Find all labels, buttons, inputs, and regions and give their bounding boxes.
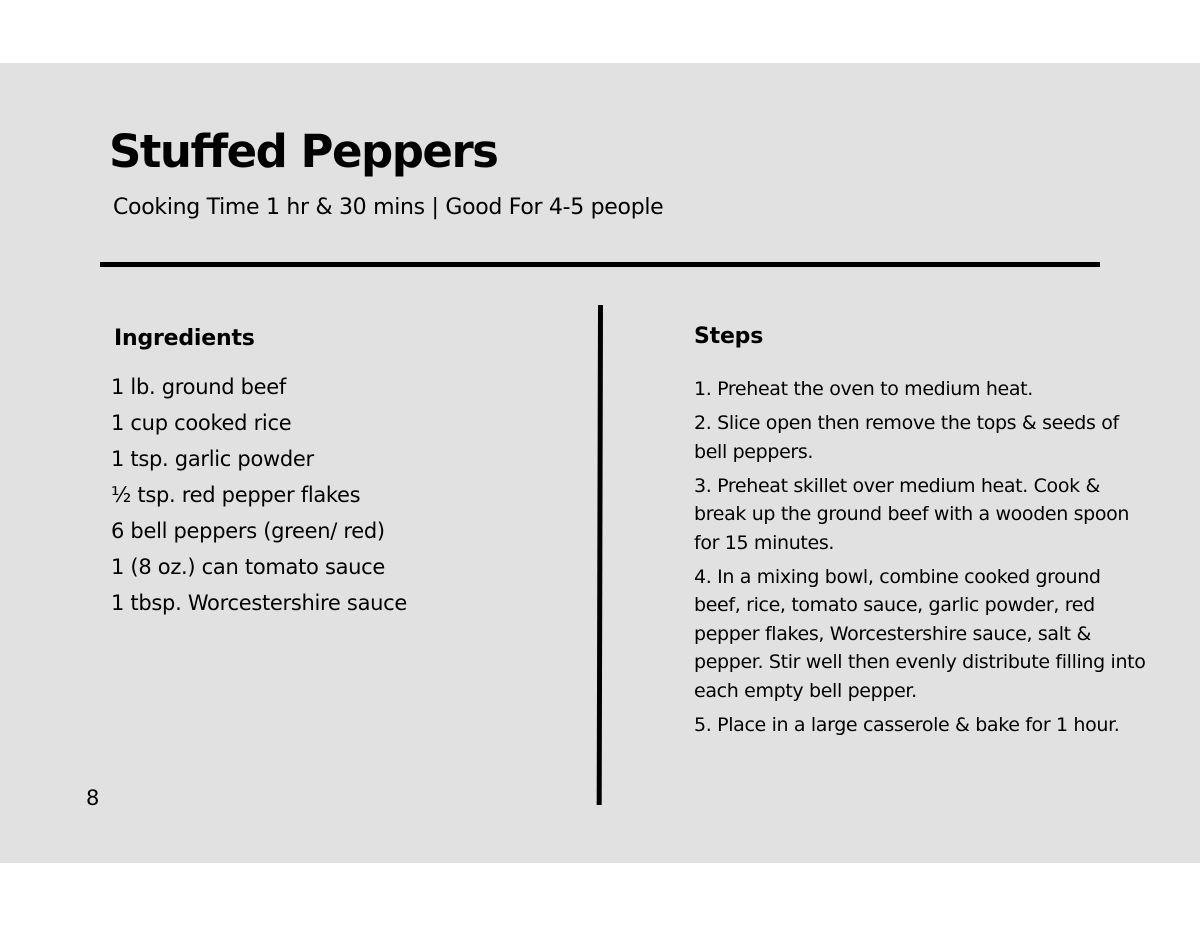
ingredient-item: 1 tbsp. Worcestershire sauce (111, 591, 408, 615)
column-divider (597, 305, 603, 805)
ingredient-item: 1 cup cooked rice (111, 411, 292, 435)
recipe-subtitle: Cooking Time 1 hr & 30 mins | Good For 4-5 people (113, 195, 664, 220)
recipe-card (0, 63, 1200, 863)
step-item: 4. In a mixing bowl, combine cooked ground beef, rice, tomato sauce, garlic powder, red pepper flakes, Worcestershire sauce, salt & pepper. Stir well then evenly distribute filling into each empty bell pepper. (694, 565, 1146, 702)
recipe-title: Stuffed Peppers (109, 125, 498, 178)
ingredients-heading: Ingredients (114, 326, 255, 351)
step-item: 3. Preheat skillet over medium heat. Cook & break up the ground beef with a wooden spoon for 15 minutes. (694, 474, 1130, 554)
step-item: 5. Place in a large casserole & bake for 1 hour. (694, 713, 1120, 736)
ingredient-item: 1 tsp. garlic powder (111, 447, 314, 471)
ingredient-item: ½ tsp. red pepper flakes (111, 483, 361, 507)
ingredient-item: 1 lb. ground beef (111, 375, 286, 399)
steps-list (694, 375, 1149, 745)
steps-heading: Steps (694, 324, 764, 349)
page-number: 8 (86, 786, 100, 810)
ingredient-item: 1 (8 oz.) can tomato sauce (111, 555, 386, 579)
ingredient-item: 6 bell peppers (green/ red) (111, 519, 385, 543)
step-item: 2. Slice open then remove the tops & seeds of bell peppers. (694, 412, 1119, 463)
step-item: 1. Preheat the oven to medium heat. (694, 378, 1033, 400)
ingredients-list (111, 372, 407, 624)
header-divider (100, 262, 1100, 267)
